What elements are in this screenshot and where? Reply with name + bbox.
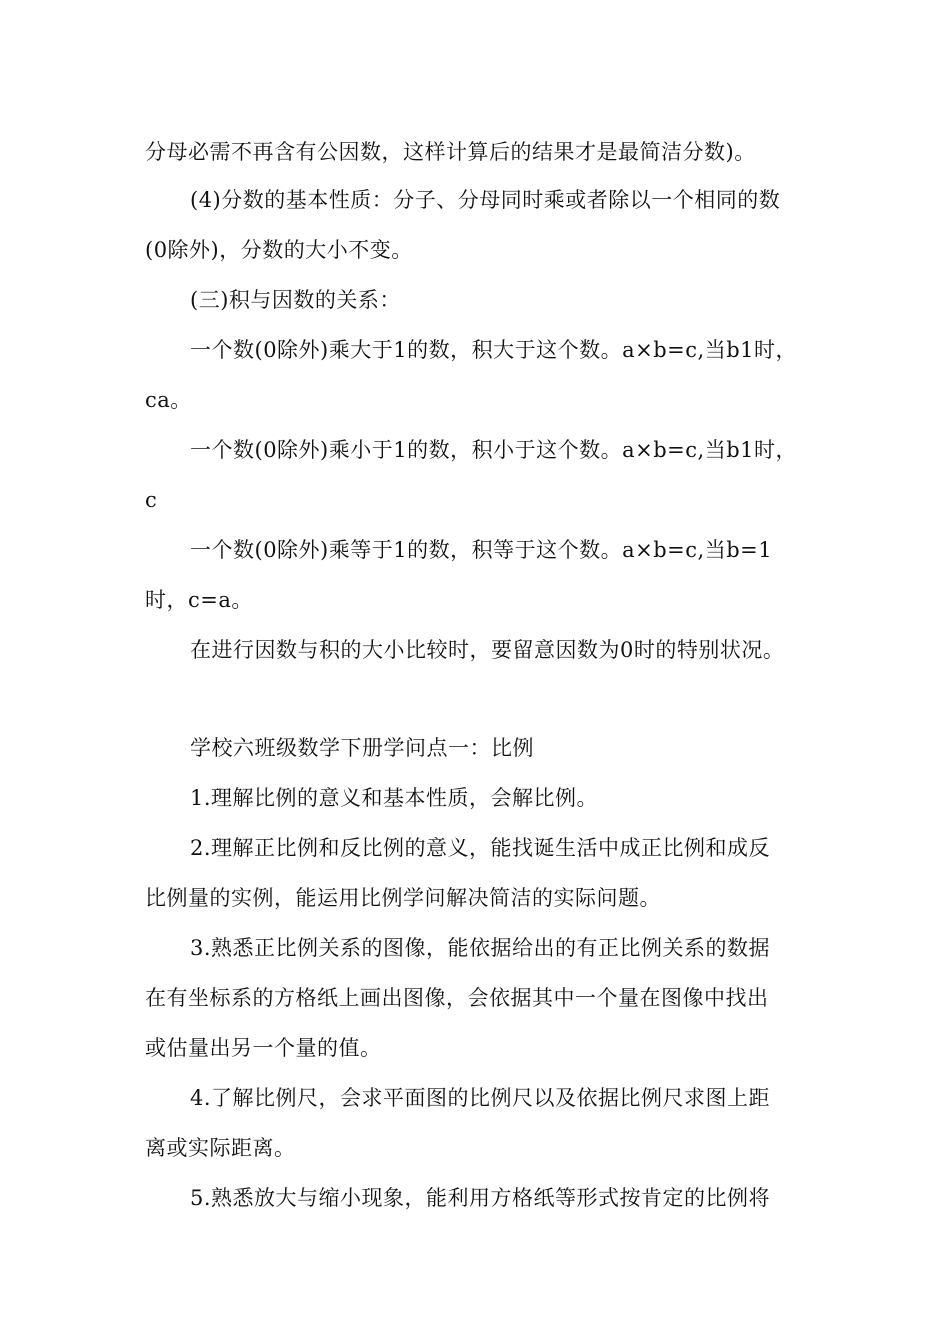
text-line: ca。 [145, 388, 192, 412]
text-line: 比例量的实例，能运用比例学问解决简洁的实际问题。 [145, 886, 661, 910]
list-item: 1.理解比例的意义和基本性质，会解比例。 [190, 786, 599, 810]
section-title: 学校六班级数学下册学问点一：比例 [190, 736, 534, 760]
text-line: 或估量出另一个量的值。 [145, 1036, 382, 1060]
list-item: 4.了解比例尺，会求平面图的比例尺以及依据比例尺求图上距 [190, 1086, 771, 1110]
text-line: c [145, 488, 158, 512]
section-heading: (三)积与因数的关系： [190, 288, 401, 312]
list-item: 3.熟悉正比例关系的图像，能依据给出的有正比例关系的数据 [190, 936, 771, 960]
text-line: 一个数(0除外)乘小于1的数，积小于这个数。a×b=c,当b1时， [190, 438, 798, 462]
text-line: 分母必需不再含有公因数，这样计算后的结果才是最简洁分数)。 [145, 140, 756, 164]
text-line: 在进行因数与积的大小比较时，要留意因数为0时的特别状况。 [190, 638, 785, 662]
text-line: (4)分数的基本性质：分子、分母同时乘或者除以一个相同的数 [190, 188, 781, 212]
text-line: (0除外)，分数的大小不变。 [145, 238, 413, 262]
list-item: 2.理解正比例和反比例的意义，能找诞生活中成正比例和成反 [190, 836, 771, 860]
text-line: 时，c=a。 [145, 588, 253, 612]
text-line: 离或实际距离。 [145, 1136, 296, 1160]
text-line: 一个数(0除外)乘大于1的数，积大于这个数。a×b=c,当b1时， [190, 338, 798, 362]
text-line: 一个数(0除外)乘等于1的数，积等于这个数。a×b=c,当b=1 [190, 538, 773, 562]
text-line: 在有坐标系的方格纸上画出图像，会依据其中一个量在图像中找出 [145, 986, 769, 1010]
list-item: 5.熟悉放大与缩小现象，能利用方格纸等形式按肯定的比例将 [190, 1186, 771, 1210]
